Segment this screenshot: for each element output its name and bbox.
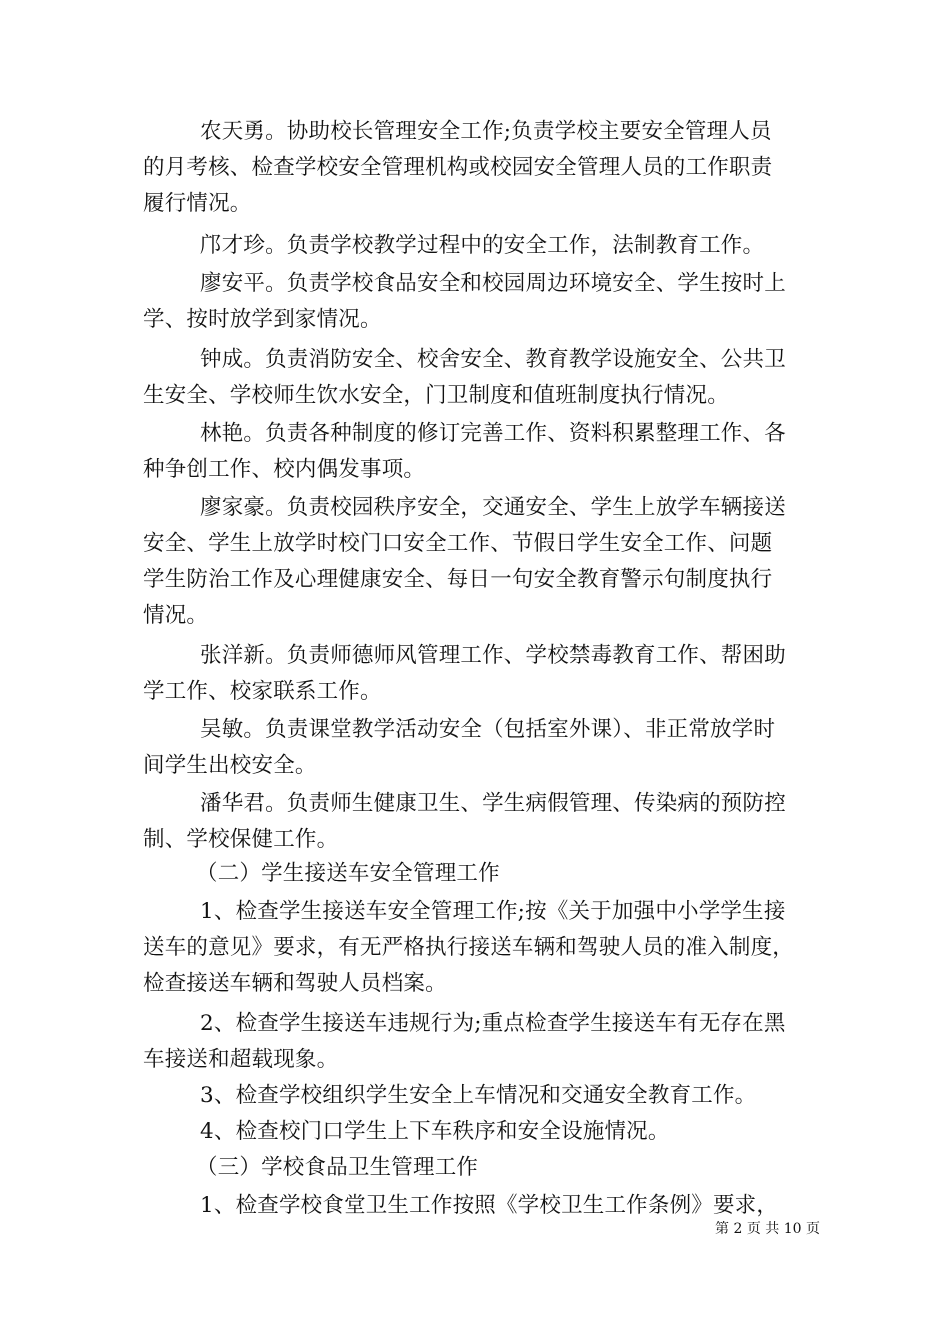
- paragraph-line: 1、检查学生接送车安全管理工作;按《关于加强中小学学生接: [200, 899, 786, 924]
- paragraph-line: 学生防治工作及心理健康安全、每日一句安全教育警示句制度执行: [143, 567, 773, 592]
- paragraph-line: 间学生出校安全。: [143, 753, 317, 778]
- paragraph-line: 车接送和超载现象。: [143, 1047, 339, 1072]
- paragraph-line: 钟成。负责消防安全、校舍安全、教育教学设施安全、公共卫: [200, 347, 786, 372]
- paragraph-line: 学、按时放学到家情况。: [143, 307, 382, 332]
- paragraph-line: 吴敏。负责课堂教学活动安全（包括室外课）、非正常放学时: [200, 717, 776, 742]
- paragraph-line: 的月考核、检查学校安全管理机构或校园安全管理人员的工作职责: [143, 155, 773, 180]
- paragraph-line: 履行情况。: [143, 191, 252, 216]
- paragraph-line: 3、检查学校组织学生安全上车情况和交通安全教育工作。: [200, 1083, 757, 1108]
- section-heading: （二）学生接送车安全管理工作: [196, 861, 500, 886]
- page-number: 第 2 页 共 10 页: [715, 1221, 820, 1237]
- paragraph-line: 廖家豪。负责校园秩序安全，交通安全、学生上放学车辆接送: [200, 495, 786, 520]
- paragraph-line: 4、检查校门口学生上下车秩序和安全设施情况。: [200, 1119, 670, 1144]
- paragraph-line: 安全、学生上放学时校门口安全工作、节假日学生安全工作、问题: [143, 531, 773, 556]
- paragraph-line: 廖安平。负责学校食品安全和校园周边环境安全、学生按时上: [200, 271, 786, 296]
- paragraph-line: 制、学校保健工作。: [143, 827, 339, 852]
- paragraph-line: 检查接送车辆和驾驶人员档案。: [143, 971, 447, 996]
- paragraph-line: 潘华君。负责师生健康卫生、学生病假管理、传染病的预防控: [200, 791, 786, 816]
- paragraph-line: 学工作、校家联系工作。: [143, 679, 382, 704]
- section-heading: （三）学校食品卫生管理工作: [196, 1155, 479, 1180]
- paragraph-line: 种争创工作、校内偶发事项。: [143, 457, 426, 482]
- paragraph-line: 张洋新。负责师德师风管理工作、学校禁毒教育工作、帮困助: [200, 643, 786, 668]
- paragraph-line: 邝才珍。负责学校教学过程中的安全工作，法制教育工作。: [200, 233, 765, 258]
- paragraph-line: 农天勇。协助校长管理安全工作;负责学校主要安全管理人员: [200, 119, 772, 144]
- paragraph-line: 林艳。负责各种制度的修订完善工作、资料积累整理工作、各: [200, 421, 786, 446]
- paragraph-line: 1、检查学校食堂卫生工作按照《学校卫生工作条例》要求，: [200, 1193, 779, 1218]
- paragraph-line: 2、检查学生接送车违规行为;重点检查学生接送车有无存在黑: [200, 1011, 786, 1036]
- paragraph-line: 生安全、学校师生饮水安全，门卫制度和值班制度执行情况。: [143, 383, 729, 408]
- paragraph-line: 情况。: [143, 603, 209, 628]
- paragraph-line: 送车的意见》要求，有无严格执行接送车辆和驾驶人员的准入制度，: [143, 935, 795, 960]
